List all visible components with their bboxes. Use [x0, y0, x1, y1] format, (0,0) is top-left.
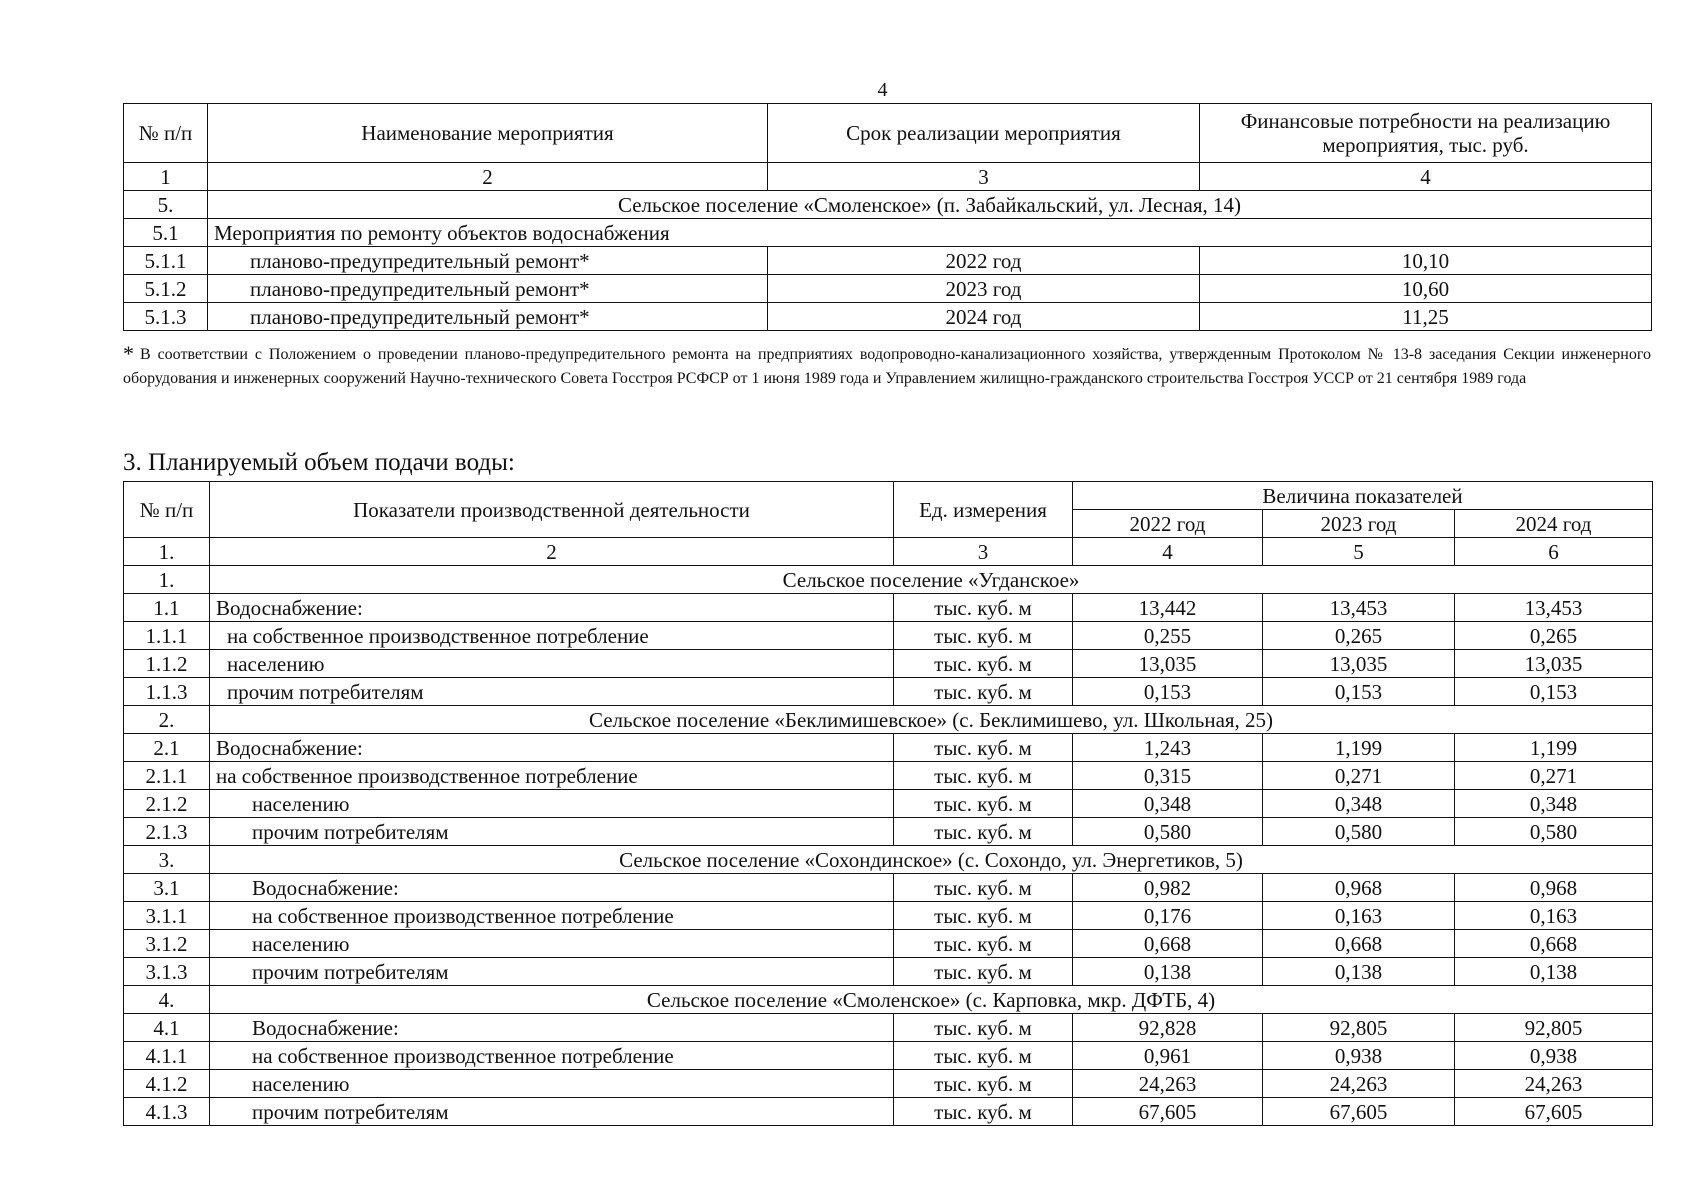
row-value-2024: 92,805	[1455, 1014, 1653, 1042]
row-value-2022: 92,828	[1073, 1014, 1263, 1042]
section-row	[124, 846, 1653, 874]
row-num: 3.1.1	[124, 902, 210, 930]
row-value-2022: 24,263	[1073, 1070, 1263, 1098]
row-name: на собственное производственное потребление	[210, 762, 894, 790]
col-number: 1	[124, 163, 208, 191]
row-name: населению	[210, 1070, 894, 1098]
row-num: 1.1.1	[124, 622, 210, 650]
row-name: Водоснабжение:	[210, 874, 894, 902]
col-number: 2	[210, 538, 894, 566]
column-numbers-row	[124, 538, 1653, 566]
header-term: Срок реализации мероприятия	[768, 104, 1200, 163]
row-unit: тыс. куб. м	[894, 734, 1073, 762]
row-value-2023: 0,580	[1263, 818, 1455, 846]
row-num: 4.1	[124, 1014, 210, 1042]
row-unit: тыс. куб. м	[894, 902, 1073, 930]
row-unit: тыс. куб. м	[894, 594, 1073, 622]
row-value-2024: 67,605	[1455, 1098, 1653, 1126]
row-unit: тыс. куб. м	[894, 1014, 1073, 1042]
row-value-2023: 0,163	[1263, 902, 1455, 930]
row-num: 2.1.2	[124, 790, 210, 818]
activities-header-row	[124, 104, 1652, 163]
header-num: № п/п	[124, 104, 208, 163]
row-name: Водоснабжение:	[210, 1014, 894, 1042]
row-name: прочим потребителям	[210, 958, 894, 986]
col-number: 5	[1263, 538, 1455, 566]
section-title: Сельское поселение «Смоленское» (п. Забайкальский, ул. Лесная, 14)	[208, 191, 1652, 219]
table-row	[124, 594, 1653, 622]
row-num: 1.1.2	[124, 650, 210, 678]
row-value-2023: 0,968	[1263, 874, 1455, 902]
row-value-2022: 0,348	[1073, 790, 1263, 818]
section-title: Сельское поселение «Сохондинское» (с. Сохондо, ул. Энергетиков, 5)	[210, 846, 1653, 874]
row-value-2024: 0,580	[1455, 818, 1653, 846]
row-term: 2022 год	[768, 247, 1200, 275]
row-value-2023: 67,605	[1263, 1098, 1455, 1126]
header-indicator: Показатели производственной деятельности	[210, 482, 894, 538]
header-values: Величина показателей	[1073, 482, 1653, 510]
row-name: планово-предупредительный ремонт*	[208, 275, 768, 303]
row-num: 4.1.2	[124, 1070, 210, 1098]
table-row	[124, 818, 1653, 846]
row-value-2023: 24,263	[1263, 1070, 1455, 1098]
section-title: Сельское поселение «Смоленское» (с. Карповка, мкр. ДФТБ, 4)	[210, 986, 1653, 1014]
row-unit: тыс. куб. м	[894, 874, 1073, 902]
col-number: 3	[768, 163, 1200, 191]
table-row	[124, 303, 1652, 331]
row-value-2022: 0,153	[1073, 678, 1263, 706]
row-unit: тыс. куб. м	[894, 790, 1073, 818]
row-name: планово-предупредительный ремонт*	[208, 303, 768, 331]
section-num: 2.	[124, 706, 210, 734]
row-name: Водоснабжение:	[210, 594, 894, 622]
row-value-2022: 0,255	[1073, 622, 1263, 650]
row-value-2024: 0,163	[1455, 902, 1653, 930]
row-num: 5.1.1	[124, 247, 208, 275]
table-row	[124, 1098, 1653, 1126]
group-row	[124, 219, 1652, 247]
table-row	[124, 1070, 1653, 1098]
table-row	[124, 622, 1653, 650]
col-number: 4	[1200, 163, 1652, 191]
header-year: 2023 год	[1263, 510, 1455, 538]
row-unit: тыс. куб. м	[894, 1070, 1073, 1098]
row-value-2024: 0,271	[1455, 762, 1653, 790]
row-cost: 10,10	[1200, 247, 1652, 275]
row-cost: 11,25	[1200, 303, 1652, 331]
row-value-2022: 0,138	[1073, 958, 1263, 986]
row-value-2024: 0,265	[1455, 622, 1653, 650]
row-num: 1.1	[124, 594, 210, 622]
table-row	[124, 650, 1653, 678]
col-number: 3	[894, 538, 1073, 566]
row-value-2023: 1,199	[1263, 734, 1455, 762]
row-value-2024: 0,668	[1455, 930, 1653, 958]
row-value-2023: 92,805	[1263, 1014, 1455, 1042]
row-value-2022: 67,605	[1073, 1098, 1263, 1126]
table-row	[124, 762, 1653, 790]
footnote-text: В соответствии с Положением о проведении планово-предупредительного ремонта на предприятиях водопроводно-канализационного хозяйства, утвержденным Протоколом № 13-8 заседания Секции инженерного оборудования и инженерных сооружений Научно-технического Совета Госстроя РСФСР от 1 июня 1989 года и Управлением жилищно-гражданского строительства Госстроя УССР от 21 сентября 1989 года	[123, 346, 1651, 387]
row-num: 2.1.3	[124, 818, 210, 846]
section-row	[124, 986, 1653, 1014]
row-name: Водоснабжение:	[210, 734, 894, 762]
row-value-2024: 0,153	[1455, 678, 1653, 706]
row-cost: 10,60	[1200, 275, 1652, 303]
row-value-2023: 0,271	[1263, 762, 1455, 790]
row-name: прочим потребителям	[210, 1098, 894, 1126]
row-unit: тыс. куб. м	[894, 958, 1073, 986]
section-title: Сельское поселение «Беклимишевское» (с. Беклимишево, ул. Школьная, 25)	[210, 706, 1653, 734]
activities-table	[123, 103, 1652, 331]
row-value-2024: 0,938	[1455, 1042, 1653, 1070]
footnote-star: *	[123, 341, 134, 366]
row-value-2023: 13,035	[1263, 650, 1455, 678]
row-unit: тыс. куб. м	[894, 622, 1073, 650]
row-num: 2.1	[124, 734, 210, 762]
row-value-2023: 0,938	[1263, 1042, 1455, 1070]
row-unit: тыс. куб. м	[894, 1098, 1073, 1126]
row-name: прочим потребителям	[210, 678, 894, 706]
row-value-2024: 0,968	[1455, 874, 1653, 902]
row-value-2024: 13,453	[1455, 594, 1653, 622]
col-number: 1.	[124, 538, 210, 566]
table-row	[124, 1014, 1653, 1042]
row-value-2022: 0,176	[1073, 902, 1263, 930]
row-unit: тыс. куб. м	[894, 762, 1073, 790]
row-value-2023: 0,668	[1263, 930, 1455, 958]
col-number: 2	[208, 163, 768, 191]
row-num: 1.1.3	[124, 678, 210, 706]
footnote	[123, 340, 1651, 391]
table-row	[124, 958, 1653, 986]
header-financial-needs: Финансовые потребности на реализацию мероприятия, тыс. руб.	[1200, 104, 1652, 163]
table-row	[124, 874, 1653, 902]
table-row	[124, 930, 1653, 958]
row-num: 3.1.3	[124, 958, 210, 986]
row-unit: тыс. куб. м	[894, 930, 1073, 958]
row-value-2022: 0,982	[1073, 874, 1263, 902]
row-unit: тыс. куб. м	[894, 1042, 1073, 1070]
page-number: 4	[877, 79, 888, 101]
section-num: 3.	[124, 846, 210, 874]
column-numbers-row	[124, 163, 1652, 191]
section-3-title: 3. Планируемый объем подачи воды:	[123, 449, 515, 476]
row-name: на собственное производственное потребление	[210, 622, 894, 650]
row-value-2024: 24,263	[1455, 1070, 1653, 1098]
row-name: на собственное производственное потребление	[210, 1042, 894, 1070]
row-value-2024: 0,138	[1455, 958, 1653, 986]
row-num: 3.1	[124, 874, 210, 902]
table-row	[124, 247, 1652, 275]
row-name: населению	[210, 650, 894, 678]
table-row	[124, 790, 1653, 818]
row-value-2022: 0,580	[1073, 818, 1263, 846]
table-row	[124, 678, 1653, 706]
row-value-2024: 1,199	[1455, 734, 1653, 762]
section-num: 4.	[124, 986, 210, 1014]
header-num: № п/п	[124, 482, 210, 538]
header-unit: Ед. измерения	[894, 482, 1073, 538]
row-num: 4.1.3	[124, 1098, 210, 1126]
row-value-2022: 13,442	[1073, 594, 1263, 622]
row-name: населению	[210, 790, 894, 818]
row-term: 2024 год	[768, 303, 1200, 331]
row-value-2023: 0,138	[1263, 958, 1455, 986]
row-value-2022: 0,315	[1073, 762, 1263, 790]
row-value-2024: 0,348	[1455, 790, 1653, 818]
header-row-1	[124, 482, 1653, 510]
row-term: 2023 год	[768, 275, 1200, 303]
row-value-2023: 13,453	[1263, 594, 1455, 622]
row-value-2022: 1,243	[1073, 734, 1263, 762]
row-num: 3.1.2	[124, 930, 210, 958]
header-activity-name: Наименование мероприятия	[208, 104, 768, 163]
row-value-2023: 0,348	[1263, 790, 1455, 818]
section-row	[124, 566, 1653, 594]
row-value-2022: 0,961	[1073, 1042, 1263, 1070]
group-title: Мероприятия по ремонту объектов водоснабжения	[208, 219, 1652, 247]
row-name: на собственное производственное потребление	[210, 902, 894, 930]
row-value-2022: 13,035	[1073, 650, 1263, 678]
group-num: 5.1	[124, 219, 208, 247]
row-num: 2.1.1	[124, 762, 210, 790]
row-value-2023: 0,265	[1263, 622, 1455, 650]
row-value-2023: 0,153	[1263, 678, 1455, 706]
col-number: 4	[1073, 538, 1263, 566]
row-unit: тыс. куб. м	[894, 650, 1073, 678]
water-supply-table	[123, 481, 1653, 1126]
table-row	[124, 275, 1652, 303]
table-row	[124, 734, 1653, 762]
row-name: планово-предупредительный ремонт*	[208, 247, 768, 275]
section-row	[124, 191, 1652, 219]
section-num: 5.	[124, 191, 208, 219]
row-num: 5.1.3	[124, 303, 208, 331]
row-name: населению	[210, 930, 894, 958]
col-number: 6	[1455, 538, 1653, 566]
section-row	[124, 706, 1653, 734]
table-row	[124, 902, 1653, 930]
section-title: Сельское поселение «Угданское»	[210, 566, 1653, 594]
row-unit: тыс. куб. м	[894, 818, 1073, 846]
header-year: 2024 год	[1455, 510, 1653, 538]
row-unit: тыс. куб. м	[894, 678, 1073, 706]
row-value-2022: 0,668	[1073, 930, 1263, 958]
table-row	[124, 1042, 1653, 1070]
row-num: 5.1.2	[124, 275, 208, 303]
row-num: 4.1.1	[124, 1042, 210, 1070]
header-year: 2022 год	[1073, 510, 1263, 538]
section-num: 1.	[124, 566, 210, 594]
row-value-2024: 13,035	[1455, 650, 1653, 678]
row-name: прочим потребителям	[210, 818, 894, 846]
